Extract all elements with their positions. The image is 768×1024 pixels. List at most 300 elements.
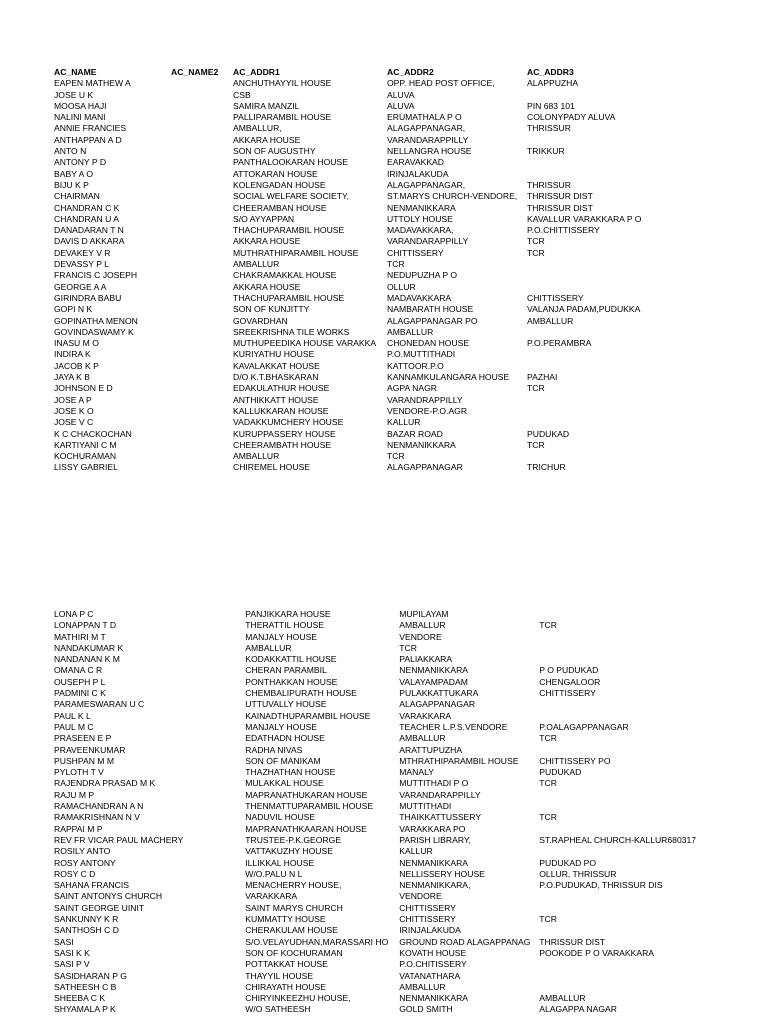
cell-ac-name: JOSE K O (54, 405, 94, 416)
cell-ac-addr3: P.O.PERAMBRA (527, 338, 592, 349)
cell-ac-addr2: MUPILAYAM (399, 609, 449, 619)
table-row (54, 733, 729, 744)
cell-ac-addr3: CHITTISSERY (539, 688, 596, 699)
cell-ac-addr2: MADAVAKKARA, (387, 225, 454, 236)
cell-ac-addr1: THAYYIL HOUSE (245, 970, 314, 981)
cell-ac-addr2: OLLUR (387, 281, 416, 292)
cell-ac-name: SANTHOSH C D (54, 925, 119, 936)
cell-ac-name: SATHEESH C B (54, 981, 117, 992)
table-row (54, 654, 729, 665)
cell-ac-name: INASU M O (54, 338, 99, 349)
cell-ac-addr2: VARANDARAPPILLY (399, 789, 481, 800)
table-row (54, 677, 729, 688)
cell-ac-name: CHAIRMAN (54, 191, 100, 202)
address-table-block-1 (54, 67, 717, 474)
cell-ac-name2 (171, 293, 233, 304)
table-row (54, 925, 729, 936)
cell-ac-addr2: THAIKKATTUSSERY (399, 812, 482, 823)
cell-ac-addr1: THAZHATHAN HOUSE (245, 767, 336, 778)
cell-ac-addr3: CHENGALOOR (539, 676, 601, 687)
cell-ac-name2 (183, 880, 245, 891)
cell-ac-name: OMANA C R (54, 665, 103, 676)
cell-ac-addr2: NENMANIKKARA (387, 202, 456, 213)
cell-ac-name: NANDAKUMAR K (54, 642, 124, 653)
table-row (54, 891, 729, 902)
cell-ac-addr3 (539, 632, 729, 643)
cell-ac-name: SASI K K (54, 947, 90, 958)
cell-ac-addr1: VATTAKUZHY HOUSE (245, 846, 333, 857)
cell-ac-addr3: TCR (539, 620, 557, 631)
cell-ac-name2 (183, 858, 245, 869)
cell-ac-addr3: TCR (539, 812, 557, 823)
cell-ac-addr3 (527, 270, 717, 281)
cell-ac-addr2: ALAGAPPANAGAR, (387, 123, 466, 134)
table-row (54, 462, 717, 473)
cell-ac-addr1: CHIREMEL HOUSE (233, 462, 311, 473)
cell-ac-addr2: VARAKKARA (399, 710, 452, 721)
cell-ac-addr1: KODAKKATTIL HOUSE (245, 654, 337, 665)
cell-ac-addr3: PUDUKAD PO (539, 857, 597, 868)
cell-ac-addr2: MTHRATHIPARAMBIL HOUSE (399, 755, 519, 766)
cell-ac-addr1: MAPRANATHUKARAN HOUSE (245, 789, 368, 800)
cell-ac-name2 (171, 135, 233, 146)
cell-ac-name2 (171, 349, 233, 360)
cell-ac-name: NALINI MANI (54, 112, 106, 123)
cell-ac-addr1: KURUPPASSERY HOUSE (233, 428, 336, 439)
cell-ac-addr3: ALAPPUZHA (527, 78, 579, 89)
cell-ac-addr2: AMBALLUR (399, 733, 446, 744)
cell-ac-addr1: MENACHERRY HOUSE, (245, 880, 342, 891)
cell-ac-addr1: CHEERAMBAN HOUSE (233, 202, 327, 213)
cell-ac-name2 (183, 688, 245, 699)
cell-ac-name: ROSILY ANTO (54, 846, 111, 857)
cell-ac-addr2: PARISH LIBRARY, (399, 834, 471, 845)
cell-ac-addr3: P.O.PUDUKAD, THRISSUR DIS (539, 880, 663, 891)
cell-ac-name: LONAPPAN T D (54, 620, 117, 631)
table-row (54, 293, 717, 304)
cell-ac-addr1: POTTAKKAT HOUSE (245, 959, 328, 970)
cell-ac-addr3 (527, 135, 717, 146)
cell-ac-addr2: TCR (387, 451, 405, 462)
cell-ac-addr3: OLLUR, THRISSUR (539, 868, 617, 879)
table-row (54, 620, 729, 631)
cell-ac-addr3: THRISSUR DIST (527, 202, 593, 213)
cell-ac-addr1: PALLIPARAMBIL HOUSE (233, 112, 332, 123)
cell-ac-name: JOHNSON E D (54, 383, 113, 394)
cell-ac-addr3: P.O.CHITTISSERY (527, 225, 600, 236)
table-row (54, 236, 717, 247)
table-row (54, 790, 729, 801)
cell-ac-name: JOSE V C (54, 417, 94, 428)
cell-ac-name: BIJU K P (54, 179, 89, 190)
cell-ac-addr3 (527, 395, 717, 406)
cell-ac-addr3 (539, 801, 729, 812)
cell-ac-addr3 (539, 790, 729, 801)
cell-ac-name: RAMAKRISHNAN N V (54, 812, 140, 823)
cell-ac-addr2: KATTOOR.P.O (387, 360, 444, 371)
cell-ac-addr3 (539, 745, 729, 756)
table-row (54, 722, 729, 733)
cell-ac-addr1: PANJIKKARA HOUSE (245, 609, 331, 619)
cell-ac-name: GOVINDASWAMY K (54, 326, 134, 337)
cell-ac-name2 (171, 429, 233, 440)
cell-ac-addr3 (527, 406, 717, 417)
cell-ac-name: ROSY C D (54, 868, 96, 879)
cell-ac-name2 (171, 417, 233, 428)
cell-ac-name2 (171, 282, 233, 293)
cell-ac-addr2: NAMBARATH HOUSE (387, 304, 474, 315)
table-row (54, 756, 729, 767)
cell-ac-addr1: CHAKRAMAKKAL HOUSE (233, 270, 337, 281)
cell-ac-addr2: NENMANIKKARA, (399, 880, 471, 891)
cell-ac-addr2: P.O.MUTTITHADI (387, 349, 456, 360)
cell-ac-name2 (171, 191, 233, 202)
cell-ac-addr2: ALAGAPPANAGAR, (387, 179, 466, 190)
cell-ac-addr1: ANCHUTHAYYIL HOUSE (233, 78, 332, 89)
cell-ac-addr2: ALAGAPPANAGAR (399, 699, 476, 710)
cell-ac-name: LONA P C (54, 609, 94, 619)
cell-ac-addr3: TCR (527, 383, 545, 394)
table-row (54, 361, 717, 372)
cell-ac-addr1: SAMIRA MANZIL (233, 100, 300, 111)
table-row (54, 767, 729, 778)
cell-ac-addr2: MUTTITHADI P O (399, 778, 469, 789)
cell-ac-addr1: PONTHAKKAN HOUSE (245, 676, 338, 687)
cell-ac-addr1: CSB (233, 89, 251, 100)
table-row (54, 123, 717, 134)
table-row (54, 835, 729, 846)
cell-ac-addr1: THACHUPARAMBIL HOUSE (233, 292, 345, 303)
address-table-block-2 (54, 609, 729, 1016)
table-row (54, 338, 717, 349)
cell-ac-name: SHEEBA C K (54, 993, 106, 1004)
cell-ac-name: CHANDRAN U A (54, 213, 119, 224)
cell-ac-addr2: VENDORE (399, 631, 442, 642)
cell-ac-name: SAINT ANTONYS CHURCH (54, 891, 163, 902)
cell-ac-name2 (171, 112, 233, 123)
table-row (54, 914, 729, 925)
cell-ac-addr3: AMBALLUR (527, 315, 574, 326)
cell-ac-addr1: MAPRANATHKAARAN HOUSE (245, 823, 367, 834)
cell-ac-addr3 (539, 925, 729, 936)
cell-ac-addr1: MANJALY HOUSE (245, 721, 318, 732)
cell-ac-addr1: SAINT MARYS CHURCH (245, 902, 343, 913)
cell-ac-name: NANDANAN K M (54, 654, 120, 665)
table-row (54, 259, 717, 270)
cell-ac-addr1: EDATHADN HOUSE (245, 733, 325, 744)
cell-ac-name: GOPINATHA MENON (54, 315, 138, 326)
table-row (54, 971, 729, 982)
cell-ac-addr2: AGPA NAGR (387, 383, 437, 394)
table-row (54, 383, 717, 394)
cell-ac-addr2: NENMANIKKARA (387, 439, 456, 450)
cell-ac-addr1: ATTOKARAN HOUSE (233, 168, 318, 179)
cell-ac-addr3 (539, 711, 729, 722)
table-row (54, 688, 729, 699)
cell-ac-addr2: KALLUR (387, 417, 421, 428)
cell-ac-addr2: ST.MARYS CHURCH-VENDORE, (387, 191, 518, 202)
table-row (54, 406, 717, 417)
cell-ac-addr2: BAZAR ROAD (387, 428, 443, 439)
cell-ac-addr1: W/O SATHEESH (245, 1004, 311, 1015)
cell-ac-addr2: OPP. HEAD POST OFFICE, (387, 78, 495, 89)
cell-ac-addr2: NELLANGRA HOUSE (387, 146, 472, 157)
cell-ac-addr3: PUDUKAD (527, 428, 570, 439)
cell-ac-addr1: SON OF KOCHURAMAN (245, 947, 343, 958)
cell-ac-name2 (171, 146, 233, 157)
cell-ac-name2 (183, 677, 245, 688)
cell-ac-name2 (171, 406, 233, 417)
cell-ac-name: JACOB K P (54, 360, 99, 371)
table-row (54, 948, 729, 959)
cell-ac-addr3 (527, 327, 717, 338)
cell-ac-addr3: PIN 683 101 (527, 100, 575, 111)
cell-ac-addr2: ARATTUPUZHA (399, 744, 463, 755)
cell-ac-name2 (183, 643, 245, 654)
cell-ac-addr1: UTTUVALLY HOUSE (245, 699, 327, 710)
cell-ac-name2 (171, 361, 233, 372)
cell-ac-name: SAHANA FRANCIS (54, 880, 129, 891)
cell-ac-name2 (183, 925, 245, 936)
cell-ac-addr3 (527, 259, 717, 270)
cell-ac-addr2: VARANDARAPPILLY (387, 236, 469, 247)
cell-ac-name: PARAMESWARAN U C (54, 699, 145, 710)
cell-ac-name: SASI (54, 936, 74, 947)
cell-ac-name: PRASEEN E P (54, 733, 112, 744)
cell-ac-addr2: MANALY (399, 767, 434, 778)
cell-ac-name2 (171, 316, 233, 327)
cell-ac-name2 (171, 236, 233, 247)
cell-ac-name2 (183, 824, 245, 835)
cell-ac-addr1: VADAKKUMCHERY HOUSE (233, 417, 344, 428)
cell-ac-addr2: P.O.CHITISSERY (399, 959, 467, 970)
cell-ac-addr1: W/O.PALU N L (245, 868, 303, 879)
table-row (54, 225, 717, 236)
cell-ac-addr2: EARAVAKKAD (387, 157, 444, 168)
cell-ac-addr2: AMBALLUR (387, 326, 434, 337)
cell-ac-addr2: VENDORE-P.O.AGR (387, 405, 468, 416)
header-ac-name: AC_NAME (54, 67, 97, 77)
table-row (54, 214, 717, 225)
cell-ac-name2 (183, 756, 245, 767)
cell-ac-addr3: P O PUDUKAD (539, 665, 599, 676)
cell-ac-addr2: UTTOLY HOUSE (387, 213, 453, 224)
cell-ac-addr1: THACHUPARAMBIL HOUSE (233, 225, 345, 236)
cell-ac-addr2: CHITTISSERY (399, 914, 456, 925)
cell-ac-name: GEORGE A A (54, 281, 107, 292)
cell-ac-addr2: KOVATH HOUSE (399, 947, 467, 958)
cell-ac-name: PAUL M C (54, 721, 94, 732)
cell-ac-addr1: TRUSTEE-P.K.GEORGE (245, 834, 342, 845)
cell-ac-addr3 (539, 846, 729, 857)
table-row (54, 982, 729, 993)
cell-ac-addr2: VARAKKARA PO (399, 823, 466, 834)
cell-ac-name2 (183, 937, 245, 948)
cell-ac-addr2: VATANATHARA (399, 970, 461, 981)
cell-ac-name: REV FR VICAR PAUL MACHERY (54, 834, 184, 845)
cell-ac-name: SANKUNNY K R (54, 914, 119, 925)
cell-ac-addr1: CHEERAMBATH HOUSE (233, 439, 332, 450)
cell-ac-addr1: MUTHUPEEDIKA HOUSE VARAKKA (233, 338, 377, 349)
cell-ac-addr2: KALLUR (399, 846, 433, 857)
cell-ac-addr1: SON OF MANIKAM (245, 755, 321, 766)
cell-ac-name2 (183, 722, 245, 733)
cell-ac-addr3: CHITTISSERY PO (539, 755, 611, 766)
table-row (54, 745, 729, 756)
cell-ac-name2 (183, 846, 245, 857)
table-row (54, 665, 729, 676)
cell-ac-addr2: CHONEDAN HOUSE (387, 338, 470, 349)
cell-ac-name: EAPEN MATHEW A (54, 78, 131, 89)
cell-ac-addr2: GOLD SMITH (399, 1004, 453, 1015)
cell-ac-name2 (183, 869, 245, 880)
cell-ac-addr3: VALANJA PADAM,PUDUKKA (527, 304, 641, 315)
cell-ac-name2 (183, 982, 245, 993)
cell-ac-name2 (171, 157, 233, 168)
cell-ac-name: INDIRA K (54, 349, 91, 360)
cell-ac-addr2: NENMANIKKARA (399, 857, 469, 868)
cell-ac-name: GOPI N K (54, 304, 93, 315)
table-row (54, 869, 729, 880)
cell-ac-addr1: NADUVIL HOUSE (245, 812, 316, 823)
cell-ac-name2 (183, 733, 245, 744)
cell-ac-addr1: VARAKKARA (245, 891, 298, 902)
cell-ac-name2 (183, 778, 245, 789)
cell-ac-name: PRAVEENKUMAR (54, 744, 126, 755)
cell-ac-addr1: AMBALLUR (233, 259, 280, 270)
cell-ac-addr1: KAINADTHUPARAMBIL HOUSE (245, 710, 371, 721)
cell-ac-addr2: AMBALLUR (399, 620, 446, 631)
cell-ac-addr2: VARANDRAPPILLY (387, 394, 463, 405)
cell-ac-addr2: MUTTITHADI (399, 801, 452, 812)
table-row (54, 643, 729, 654)
table-row (54, 349, 717, 360)
cell-ac-addr2: ALUVA (387, 100, 415, 111)
cell-ac-addr1: ILLIKKAL HOUSE (245, 857, 315, 868)
cell-ac-addr2: PULAKKATTUKARA (399, 688, 479, 699)
cell-ac-addr3: TCR (539, 733, 557, 744)
cell-ac-name2 (171, 304, 233, 315)
cell-ac-addr1: KOLENGADAN HOUSE (233, 179, 326, 190)
cell-ac-addr3 (527, 417, 717, 428)
cell-ac-addr3: TRIKKUR (527, 146, 565, 157)
cell-ac-addr3 (539, 699, 729, 710)
cell-ac-name: GIRINDRA BABU (54, 292, 122, 303)
table-row (54, 372, 717, 383)
cell-ac-name: DEVAKEY V R (54, 247, 111, 258)
cell-ac-addr3: TCR (527, 439, 545, 450)
cell-ac-addr2: IRINJALAKUDA (387, 168, 449, 179)
cell-ac-addr1: RADHA NIVAS (245, 744, 303, 755)
cell-ac-name: CHANDRAN C K (54, 202, 120, 213)
table-row (54, 282, 717, 293)
cell-ac-name: DEVASSY P L (54, 259, 109, 270)
header-ac-addr2: AC_ADDR2 (387, 67, 434, 77)
cell-ac-name2 (183, 767, 245, 778)
cell-ac-name2 (171, 203, 233, 214)
cell-ac-addr2: TEACHER L.P.S.VENDORE (399, 721, 508, 732)
cell-ac-addr2: ALUVA (387, 89, 415, 100)
header-ac-name2: AC_NAME2 (171, 67, 219, 77)
cell-ac-name: KOCHURAMAN (54, 451, 117, 462)
cell-ac-addr3 (527, 157, 717, 168)
table-row (54, 778, 729, 789)
cell-ac-name: JAYA K B (54, 372, 90, 383)
cell-ac-name: ANTONY P D (54, 157, 107, 168)
table-row (54, 429, 717, 440)
table-row (54, 937, 729, 948)
table-row (54, 846, 729, 857)
cell-ac-name2 (171, 169, 233, 180)
table-row (54, 858, 729, 869)
cell-ac-name2 (171, 395, 233, 406)
table-row (54, 327, 717, 338)
cell-ac-addr1: AMBALLUR, (233, 123, 282, 134)
cell-ac-name: KARTIYANI C M (54, 439, 117, 450)
cell-ac-name2 (171, 214, 233, 225)
table-row (54, 812, 729, 823)
cell-ac-name: K C CHACKOCHAN (54, 428, 132, 439)
cell-ac-addr1: THERATTIL HOUSE (245, 620, 325, 631)
cell-ac-addr2: VARANDARAPPILLY (387, 134, 469, 145)
table-row (54, 270, 717, 281)
cell-ac-name: ROSY ANTONY (54, 857, 116, 868)
cell-ac-name: ANTHAPPAN A D (54, 134, 122, 145)
table-row (54, 824, 729, 835)
table-row (54, 711, 729, 722)
cell-ac-name2 (171, 338, 233, 349)
cell-ac-name: BABY A O (54, 168, 94, 179)
cell-ac-addr3: POOKODE P O VARAKKARA (539, 947, 655, 958)
cell-ac-name2 (171, 180, 233, 191)
table-row (54, 903, 729, 914)
table-row (54, 417, 717, 428)
cell-ac-name2 (171, 123, 233, 134)
cell-ac-name2 (171, 372, 233, 383)
cell-ac-name2 (183, 711, 245, 722)
cell-ac-addr1: AMBALLUR (233, 451, 280, 462)
cell-ac-addr1: KALLUKKARAN HOUSE (233, 405, 329, 416)
cell-ac-name2 (183, 665, 245, 676)
table-row (54, 78, 717, 89)
cell-ac-name2 (183, 801, 245, 812)
cell-ac-addr2: PALIAKKARA (399, 654, 453, 665)
cell-ac-name2 (183, 835, 245, 846)
cell-ac-name2 (183, 632, 245, 643)
cell-ac-addr1: CHIRAYATH HOUSE (245, 981, 326, 992)
cell-ac-addr3 (527, 349, 717, 360)
cell-ac-addr3: THRISSUR (527, 123, 571, 134)
cell-ac-addr2: MADAVAKKARA (387, 292, 452, 303)
cell-ac-name2 (183, 903, 245, 914)
cell-ac-name2 (171, 78, 233, 89)
cell-ac-name: SASI P V (54, 959, 90, 970)
table-row (54, 203, 717, 214)
cell-ac-addr3: COLONYPADY ALUVA (527, 112, 616, 123)
cell-ac-addr3 (527, 169, 717, 180)
cell-ac-addr3: TCR (539, 914, 557, 925)
cell-ac-name2 (171, 462, 233, 473)
cell-ac-addr3: TCR (539, 778, 557, 789)
cell-ac-name: MOOSA HAJI (54, 100, 107, 111)
cell-ac-addr2: ALAGAPPANAGAR (387, 462, 463, 473)
cell-ac-addr1: AKKARA HOUSE (233, 134, 301, 145)
cell-ac-addr1: SREEKRISHNA TILE WORKS (233, 326, 350, 337)
cell-ac-name2 (183, 1004, 245, 1015)
cell-ac-name: ANTO N (54, 146, 87, 157)
cell-ac-name2 (171, 383, 233, 394)
table-row (54, 880, 729, 891)
